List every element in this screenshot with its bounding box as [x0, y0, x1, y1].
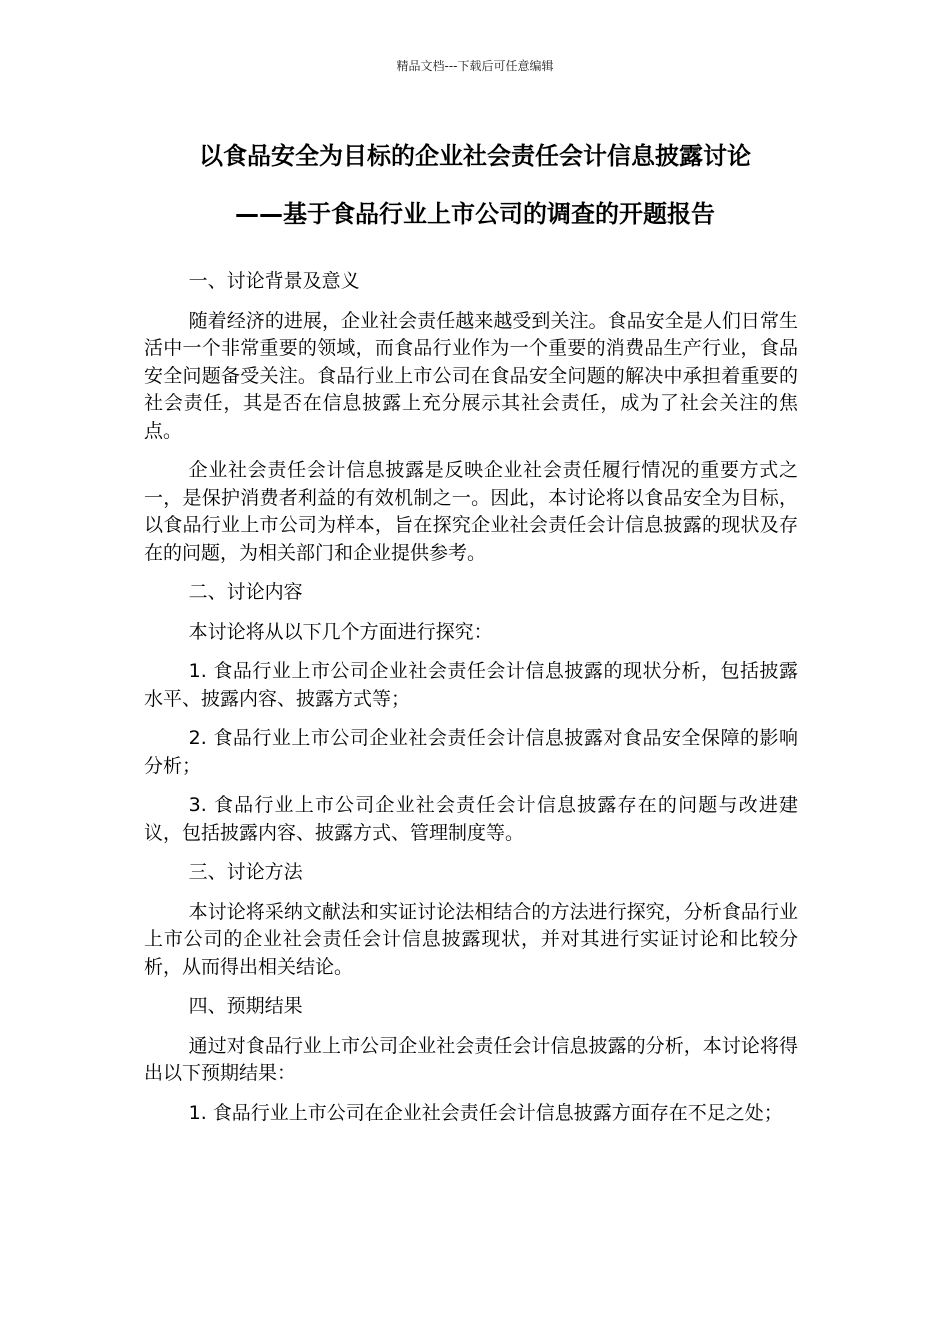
- section-heading-results: 四、预期结果: [188, 995, 303, 1017]
- paragraph-content-intro: 本讨论将从以下几个方面进行探究：: [188, 620, 493, 643]
- paragraph-results-intro: 通过对食品行业上市公司企业社会责任会计信息披露的分析，本讨论将得出以下预期结果：: [144, 1034, 798, 1084]
- section-heading-background: 一、讨论背景及意义: [188, 270, 360, 292]
- document-body: [144, 268, 798, 1139]
- list-item-content-1: 1. 食品行业上市公司企业社会责任会计信息披露的现状分析，包括披露水平、披露内容、披露方式等；: [144, 660, 798, 710]
- header-note: 精品文档---下载后可任意编辑: [396, 59, 554, 73]
- section-heading-content: 二、讨论内容: [188, 581, 303, 603]
- paragraph-background-2: 企业社会责任会计信息披露是反映企业社会责任履行情况的重要方式之一，是保护消费者利益的有效机制之一。因此，本讨论将以食品安全为目标，以食品行业上市公司为样本，旨在探究企业社会责任会计信息披露的现状及存在的问题，为相关部门和企业提供参考。: [144, 459, 798, 564]
- title-main: 以食品安全为目标的企业社会责任会计信息披露讨论: [199, 142, 751, 170]
- paragraph-background-1: 随着经济的进展，企业社会责任越来越受到关注。食品安全是人们日常生活中一个非常重要的领域，而食品行业作为一个重要的消费品生产行业，食品安全问题备受关注。食品行业上市公司在食品安全问题的解决中承担着重要的社会责任，其是否在信息披露上充分展示其社会责任，成为了社会关注的焦点。: [144, 309, 798, 442]
- list-item-content-2: 2. 食品行业上市公司企业社会责任会计信息披露对食品安全保障的影响分析；: [144, 727, 798, 777]
- title-subtitle: ——基于食品行业上市公司的调查的开题报告: [235, 200, 715, 228]
- title-block: [120, 136, 830, 252]
- list-item-content-3: 3. 食品行业上市公司企业社会责任会计信息披露存在的问题与改进建议，包括披露内容、披露方式、管理制度等。: [144, 794, 798, 844]
- list-item-results-1: 1. 食品行业上市公司在企业社会责任会计信息披露方面存在不足之处；: [188, 1101, 783, 1124]
- paragraph-method: 本讨论将采纳文献法和实证讨论法相结合的方法进行探究，分析食品行业上市公司的企业社会责任会计信息披露现状，并对其进行实证讨论和比较分析，从而得出相关结论。: [144, 900, 798, 978]
- section-heading-method: 三、讨论方法: [188, 861, 303, 883]
